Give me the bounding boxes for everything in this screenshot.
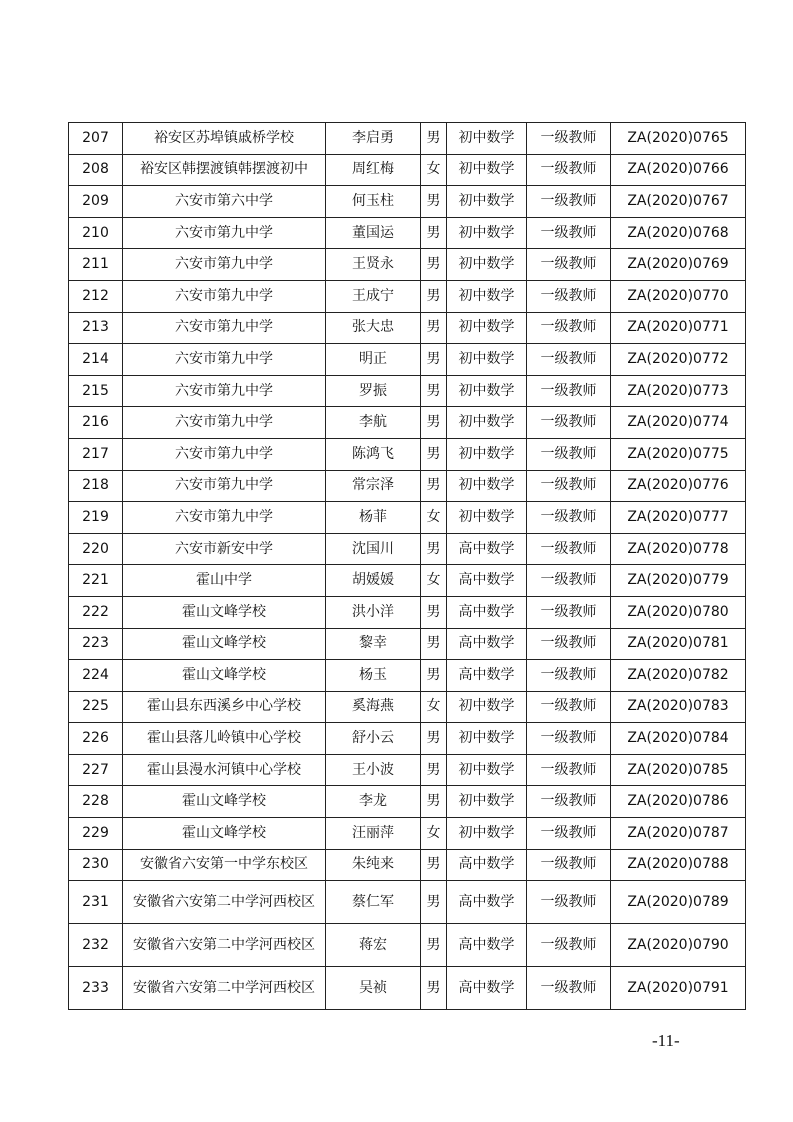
table-row [69, 375, 746, 407]
cell-certificate: ZA(2020)0766 [611, 154, 746, 186]
cell-gender: 女 [421, 691, 447, 723]
cell-name: 奚海燕 [326, 691, 421, 723]
cell-school: 霍山县落儿岭镇中心学校 [123, 723, 326, 755]
cell-number: 225 [69, 691, 123, 723]
cell-name: 明正 [326, 344, 421, 376]
cell-subject: 高中数学 [447, 565, 527, 597]
table-row [69, 754, 746, 786]
cell-gender: 男 [421, 924, 447, 967]
cell-subject: 初中数学 [447, 217, 527, 249]
table-row [69, 924, 746, 967]
cell-number: 211 [69, 249, 123, 281]
cell-subject: 初中数学 [447, 723, 527, 755]
cell-name: 罗振 [326, 375, 421, 407]
cell-name: 陈鸿飞 [326, 438, 421, 470]
cell-number: 232 [69, 924, 123, 967]
cell-gender: 男 [421, 407, 447, 439]
table-row [69, 154, 746, 186]
cell-title: 一级教师 [527, 438, 611, 470]
cell-certificate: ZA(2020)0788 [611, 849, 746, 881]
cell-number: 209 [69, 186, 123, 218]
cell-gender: 男 [421, 344, 447, 376]
cell-name: 胡媛媛 [326, 565, 421, 597]
cell-name: 王贤永 [326, 249, 421, 281]
cell-subject: 高中数学 [447, 924, 527, 967]
table-row [69, 186, 746, 218]
cell-gender: 男 [421, 754, 447, 786]
cell-title: 一级教师 [527, 154, 611, 186]
table-row [69, 967, 746, 1010]
cell-number: 229 [69, 818, 123, 850]
cell-certificate: ZA(2020)0770 [611, 280, 746, 312]
cell-gender: 男 [421, 786, 447, 818]
cell-school: 安徽省六安第二中学河西校区 [123, 881, 326, 924]
cell-school: 霍山中学 [123, 565, 326, 597]
cell-name: 李启勇 [326, 123, 421, 155]
cell-subject: 初中数学 [447, 691, 527, 723]
table-row [69, 502, 746, 534]
teacher-roster-table [68, 122, 746, 1010]
cell-title: 一级教师 [527, 818, 611, 850]
cell-title: 一级教师 [527, 375, 611, 407]
cell-number: 212 [69, 280, 123, 312]
table-row [69, 249, 746, 281]
cell-gender: 女 [421, 818, 447, 850]
cell-subject: 初中数学 [447, 818, 527, 850]
cell-certificate: ZA(2020)0779 [611, 565, 746, 597]
cell-certificate: ZA(2020)0773 [611, 375, 746, 407]
cell-title: 一级教师 [527, 596, 611, 628]
cell-subject: 初中数学 [447, 407, 527, 439]
table-row [69, 438, 746, 470]
cell-name: 沈国川 [326, 533, 421, 565]
table-row [69, 849, 746, 881]
cell-name: 张大忠 [326, 312, 421, 344]
cell-title: 一级教师 [527, 754, 611, 786]
cell-certificate: ZA(2020)0767 [611, 186, 746, 218]
cell-school: 六安市第九中学 [123, 312, 326, 344]
cell-subject: 初中数学 [447, 154, 527, 186]
cell-school: 六安市新安中学 [123, 533, 326, 565]
cell-certificate: ZA(2020)0776 [611, 470, 746, 502]
cell-subject: 高中数学 [447, 660, 527, 692]
cell-certificate: ZA(2020)0768 [611, 217, 746, 249]
cell-certificate: ZA(2020)0778 [611, 533, 746, 565]
table-row [69, 565, 746, 597]
cell-title: 一级教师 [527, 881, 611, 924]
cell-subject: 初中数学 [447, 249, 527, 281]
cell-gender: 男 [421, 723, 447, 755]
cell-title: 一级教师 [527, 691, 611, 723]
cell-gender: 男 [421, 470, 447, 502]
cell-title: 一级教师 [527, 565, 611, 597]
cell-subject: 初中数学 [447, 438, 527, 470]
page-number: -11- [652, 1031, 680, 1050]
cell-gender: 男 [421, 249, 447, 281]
cell-name: 王成宁 [326, 280, 421, 312]
cell-school: 六安市第九中学 [123, 375, 326, 407]
cell-name: 洪小洋 [326, 596, 421, 628]
cell-subject: 初中数学 [447, 312, 527, 344]
cell-gender: 女 [421, 154, 447, 186]
cell-gender: 男 [421, 438, 447, 470]
cell-subject: 初中数学 [447, 754, 527, 786]
cell-certificate: ZA(2020)0772 [611, 344, 746, 376]
cell-number: 213 [69, 312, 123, 344]
cell-subject: 初中数学 [447, 344, 527, 376]
cell-school: 裕安区韩摆渡镇韩摆渡初中 [123, 154, 326, 186]
cell-subject: 高中数学 [447, 596, 527, 628]
cell-title: 一级教师 [527, 280, 611, 312]
table-row [69, 217, 746, 249]
cell-number: 219 [69, 502, 123, 534]
cell-title: 一级教师 [527, 660, 611, 692]
cell-number: 222 [69, 596, 123, 628]
cell-school: 六安市第九中学 [123, 344, 326, 376]
cell-school: 霍山县漫水河镇中心学校 [123, 754, 326, 786]
cell-gender: 男 [421, 123, 447, 155]
cell-certificate: ZA(2020)0786 [611, 786, 746, 818]
cell-gender: 女 [421, 502, 447, 534]
cell-gender: 男 [421, 967, 447, 1010]
cell-subject: 高中数学 [447, 533, 527, 565]
cell-subject: 初中数学 [447, 502, 527, 534]
cell-number: 221 [69, 565, 123, 597]
cell-certificate: ZA(2020)0777 [611, 502, 746, 534]
table-row [69, 123, 746, 155]
cell-subject: 高中数学 [447, 967, 527, 1010]
cell-school: 六安市第九中学 [123, 249, 326, 281]
cell-gender: 女 [421, 565, 447, 597]
cell-title: 一级教师 [527, 186, 611, 218]
cell-title: 一级教师 [527, 628, 611, 660]
cell-name: 朱纯来 [326, 849, 421, 881]
cell-school: 霍山文峰学校 [123, 628, 326, 660]
cell-school: 六安市第九中学 [123, 407, 326, 439]
cell-certificate: ZA(2020)0783 [611, 691, 746, 723]
cell-name: 杨玉 [326, 660, 421, 692]
cell-subject: 初中数学 [447, 470, 527, 502]
cell-name: 舒小云 [326, 723, 421, 755]
cell-school: 六安市第九中学 [123, 470, 326, 502]
cell-gender: 男 [421, 217, 447, 249]
cell-number: 228 [69, 786, 123, 818]
cell-certificate: ZA(2020)0781 [611, 628, 746, 660]
table-row [69, 312, 746, 344]
cell-number: 214 [69, 344, 123, 376]
cell-title: 一级教师 [527, 723, 611, 755]
cell-title: 一级教师 [527, 502, 611, 534]
cell-school: 霍山文峰学校 [123, 660, 326, 692]
table-row [69, 628, 746, 660]
cell-title: 一级教师 [527, 533, 611, 565]
cell-school: 安徽省六安第二中学河西校区 [123, 967, 326, 1010]
cell-number: 223 [69, 628, 123, 660]
table-row [69, 881, 746, 924]
cell-school: 霍山文峰学校 [123, 818, 326, 850]
cell-name: 王小波 [326, 754, 421, 786]
cell-certificate: ZA(2020)0782 [611, 660, 746, 692]
cell-title: 一级教师 [527, 123, 611, 155]
cell-school: 六安市第九中学 [123, 438, 326, 470]
cell-school: 安徽省六安第一中学东校区 [123, 849, 326, 881]
cell-school: 霍山文峰学校 [123, 786, 326, 818]
cell-name: 蔡仁军 [326, 881, 421, 924]
cell-title: 一级教师 [527, 344, 611, 376]
roster-body [69, 123, 746, 1010]
cell-number: 208 [69, 154, 123, 186]
cell-subject: 初中数学 [447, 186, 527, 218]
cell-certificate: ZA(2020)0771 [611, 312, 746, 344]
cell-subject: 高中数学 [447, 881, 527, 924]
cell-name: 蒋宏 [326, 924, 421, 967]
table-row [69, 660, 746, 692]
cell-certificate: ZA(2020)0787 [611, 818, 746, 850]
cell-title: 一级教师 [527, 470, 611, 502]
cell-school: 安徽省六安第二中学河西校区 [123, 924, 326, 967]
cell-subject: 高中数学 [447, 849, 527, 881]
cell-school: 六安市第九中学 [123, 217, 326, 249]
cell-number: 224 [69, 660, 123, 692]
cell-gender: 男 [421, 881, 447, 924]
cell-number: 220 [69, 533, 123, 565]
cell-name: 杨菲 [326, 502, 421, 534]
cell-title: 一级教师 [527, 967, 611, 1010]
cell-name: 黎幸 [326, 628, 421, 660]
cell-number: 231 [69, 881, 123, 924]
cell-subject: 初中数学 [447, 375, 527, 407]
cell-name: 常宗泽 [326, 470, 421, 502]
cell-number: 210 [69, 217, 123, 249]
table-row [69, 344, 746, 376]
cell-certificate: ZA(2020)0789 [611, 881, 746, 924]
cell-school: 六安市第六中学 [123, 186, 326, 218]
cell-gender: 男 [421, 628, 447, 660]
cell-gender: 男 [421, 533, 447, 565]
cell-school: 霍山文峰学校 [123, 596, 326, 628]
cell-gender: 男 [421, 375, 447, 407]
cell-certificate: ZA(2020)0765 [611, 123, 746, 155]
cell-name: 何玉柱 [326, 186, 421, 218]
cell-certificate: ZA(2020)0785 [611, 754, 746, 786]
table-row [69, 533, 746, 565]
cell-gender: 男 [421, 596, 447, 628]
cell-certificate: ZA(2020)0769 [611, 249, 746, 281]
cell-number: 227 [69, 754, 123, 786]
cell-subject: 初中数学 [447, 280, 527, 312]
cell-certificate: ZA(2020)0790 [611, 924, 746, 967]
cell-certificate: ZA(2020)0791 [611, 967, 746, 1010]
cell-number: 226 [69, 723, 123, 755]
cell-subject: 高中数学 [447, 628, 527, 660]
cell-number: 218 [69, 470, 123, 502]
cell-number: 230 [69, 849, 123, 881]
table-row [69, 470, 746, 502]
cell-gender: 男 [421, 849, 447, 881]
table-row [69, 818, 746, 850]
cell-gender: 男 [421, 280, 447, 312]
table-row [69, 691, 746, 723]
cell-name: 李航 [326, 407, 421, 439]
cell-title: 一级教师 [527, 786, 611, 818]
cell-school: 六安市第九中学 [123, 280, 326, 312]
cell-title: 一级教师 [527, 312, 611, 344]
cell-certificate: ZA(2020)0774 [611, 407, 746, 439]
cell-title: 一级教师 [527, 407, 611, 439]
table-row [69, 596, 746, 628]
cell-certificate: ZA(2020)0780 [611, 596, 746, 628]
table-row [69, 407, 746, 439]
cell-name: 周红梅 [326, 154, 421, 186]
cell-school: 六安市第九中学 [123, 502, 326, 534]
cell-name: 董国运 [326, 217, 421, 249]
cell-certificate: ZA(2020)0775 [611, 438, 746, 470]
table-row [69, 723, 746, 755]
cell-name: 李龙 [326, 786, 421, 818]
cell-number: 207 [69, 123, 123, 155]
cell-certificate: ZA(2020)0784 [611, 723, 746, 755]
cell-number: 216 [69, 407, 123, 439]
cell-subject: 初中数学 [447, 786, 527, 818]
cell-title: 一级教师 [527, 924, 611, 967]
cell-gender: 男 [421, 312, 447, 344]
cell-school: 霍山县东西溪乡中心学校 [123, 691, 326, 723]
cell-gender: 男 [421, 660, 447, 692]
cell-number: 217 [69, 438, 123, 470]
cell-name: 吴祯 [326, 967, 421, 1010]
cell-number: 233 [69, 967, 123, 1010]
cell-gender: 男 [421, 186, 447, 218]
cell-title: 一级教师 [527, 217, 611, 249]
table-row [69, 280, 746, 312]
cell-name: 汪丽萍 [326, 818, 421, 850]
cell-number: 215 [69, 375, 123, 407]
cell-title: 一级教师 [527, 849, 611, 881]
table-row [69, 786, 746, 818]
cell-school: 裕安区苏埠镇戚桥学校 [123, 123, 326, 155]
cell-subject: 初中数学 [447, 123, 527, 155]
cell-title: 一级教师 [527, 249, 611, 281]
